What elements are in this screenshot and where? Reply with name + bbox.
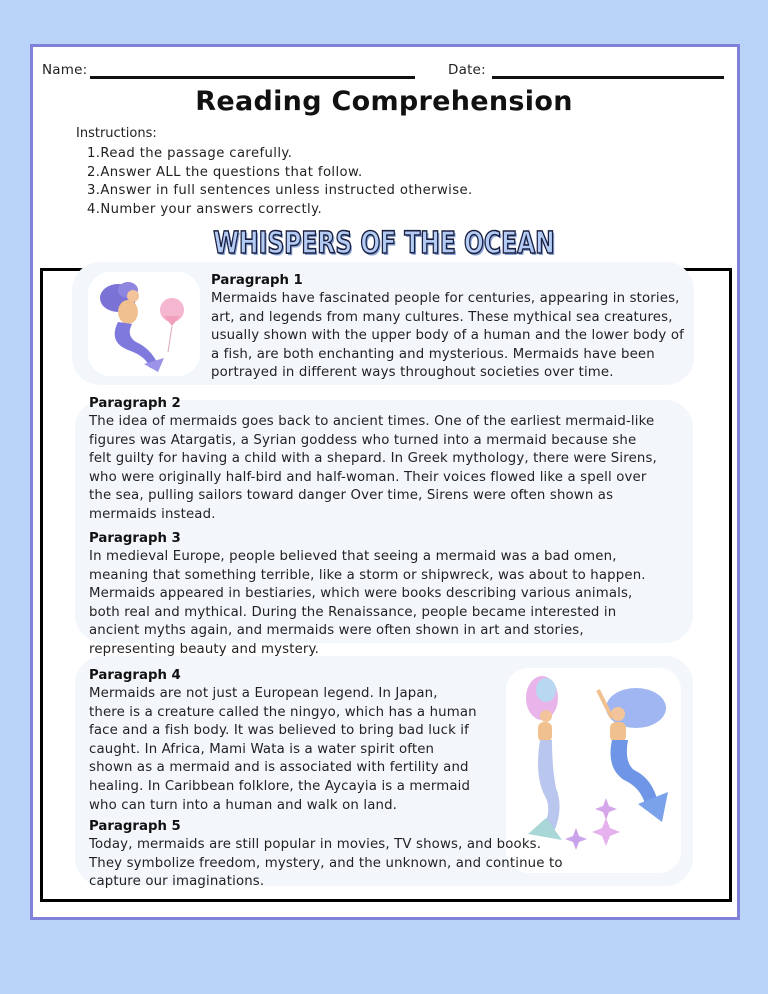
paragraph-line: usually shown with the upper body of a human and the lower body of (211, 328, 684, 344)
passage-title: WHISPERS OF THE OCEAN (213, 226, 555, 261)
paragraph-line: both real and mythical. During the Renaissance, people became interested in (89, 604, 617, 620)
page-title: Reading Comprehension (195, 86, 573, 117)
paragraph-heading: Paragraph 2 (89, 396, 181, 411)
paragraph-line: capture our imaginations. (89, 874, 265, 890)
paragraph-line: who can turn into a human and walk on land. (89, 797, 398, 813)
paragraph-line: mermaids instead. (89, 506, 216, 522)
paragraph-line: face and a fish body. It was believed to bring bad luck if (89, 723, 469, 739)
paragraph-line: the sea, pulling sailors toward danger Over time, Sirens were often shown as (89, 488, 614, 504)
date-label: Date: (448, 62, 486, 78)
paragraph-5 (89, 818, 563, 892)
paragraph-line: Mermaids appeared in bestiaries, which were books describing various animals, (89, 586, 633, 602)
paragraph-line: figures was Atargatis, a Syrian goddess who turned into a mermaid because she (89, 432, 637, 448)
date-line[interactable] (492, 76, 724, 79)
paragraph-2 (89, 395, 657, 525)
paragraph-line: who were originally half-bird and half-woman. Their voices flowed like a spell over (89, 469, 647, 485)
instructions-heading: Instructions: (76, 126, 157, 141)
paragraph-line: felt guilty for having a child with a shepard. In Greek mythology, there were Sirens, (89, 451, 657, 467)
paragraph-line: representing beauty and mystery. (89, 641, 320, 657)
mermaid-icon (88, 272, 200, 376)
paragraph-line: Mermaids have fascinated people for centuries, appearing in stories, (211, 291, 680, 306)
paragraph-line: They symbolize freedom, mystery, and the unknown, and continue to (89, 855, 563, 871)
paragraph-line: meaning that something terrible, like a storm or shipwreck, was about to happen. (89, 567, 646, 583)
paragraph-line: Mermaids are not just a European legend. In Japan, (89, 686, 438, 701)
paragraph-heading: Paragraph 1 (211, 273, 303, 288)
instruction-item: 3.Answer in full sentences unless instructed otherwise. (87, 183, 473, 199)
paragraph-line: shown as a mermaid and is associated with fertility and (89, 760, 469, 776)
instruction-item: 1.Read the passage carefully. (87, 146, 293, 161)
name-label: Name: (42, 62, 88, 78)
paragraph-heading: Paragraph 3 (89, 531, 181, 546)
paragraph-line: caught. In Africa, Mami Wata is a water spirit often (89, 741, 435, 757)
paragraph-line: a fish, are both enchanting and mysterious. Mermaids have been (211, 346, 655, 362)
paragraph-line: there is a creature called the ningyo, which has a human (89, 704, 477, 720)
paragraph-line: In medieval Europe, people believed that seeing a mermaid was a bad omen, (89, 549, 617, 564)
instruction-item: 4.Number your answers correctly. (87, 201, 323, 217)
mermaid-shell-illustration (88, 272, 200, 376)
instruction-item: 2.Answer ALL the questions that follow. (87, 164, 363, 180)
paragraph-line: art, and legends from many cultures. These mythical sea creatures, (211, 309, 673, 325)
paragraph-line: Today, mermaids are still popular in movies, TV shows, and books. (89, 837, 542, 852)
paragraph-line: The idea of mermaids goes back to ancient times. One of the earliest mermaid-like (89, 414, 655, 429)
paragraph-1 (211, 272, 684, 383)
paragraph-heading: Paragraph 5 (89, 819, 181, 834)
paragraph-line: portrayed in different ways throughout societies over time. (211, 365, 614, 381)
paragraph-line: healing. In Caribbean folklore, the Aycayia is a mermaid (89, 778, 471, 794)
paragraph-4 (89, 667, 477, 815)
paragraph-3 (89, 530, 646, 660)
paragraph-line: ancient myths again, and mermaids were often shown in art and stories, (89, 623, 584, 639)
instructions-list (87, 145, 473, 219)
paragraph-heading: Paragraph 4 (89, 668, 181, 683)
name-line[interactable] (90, 76, 415, 79)
